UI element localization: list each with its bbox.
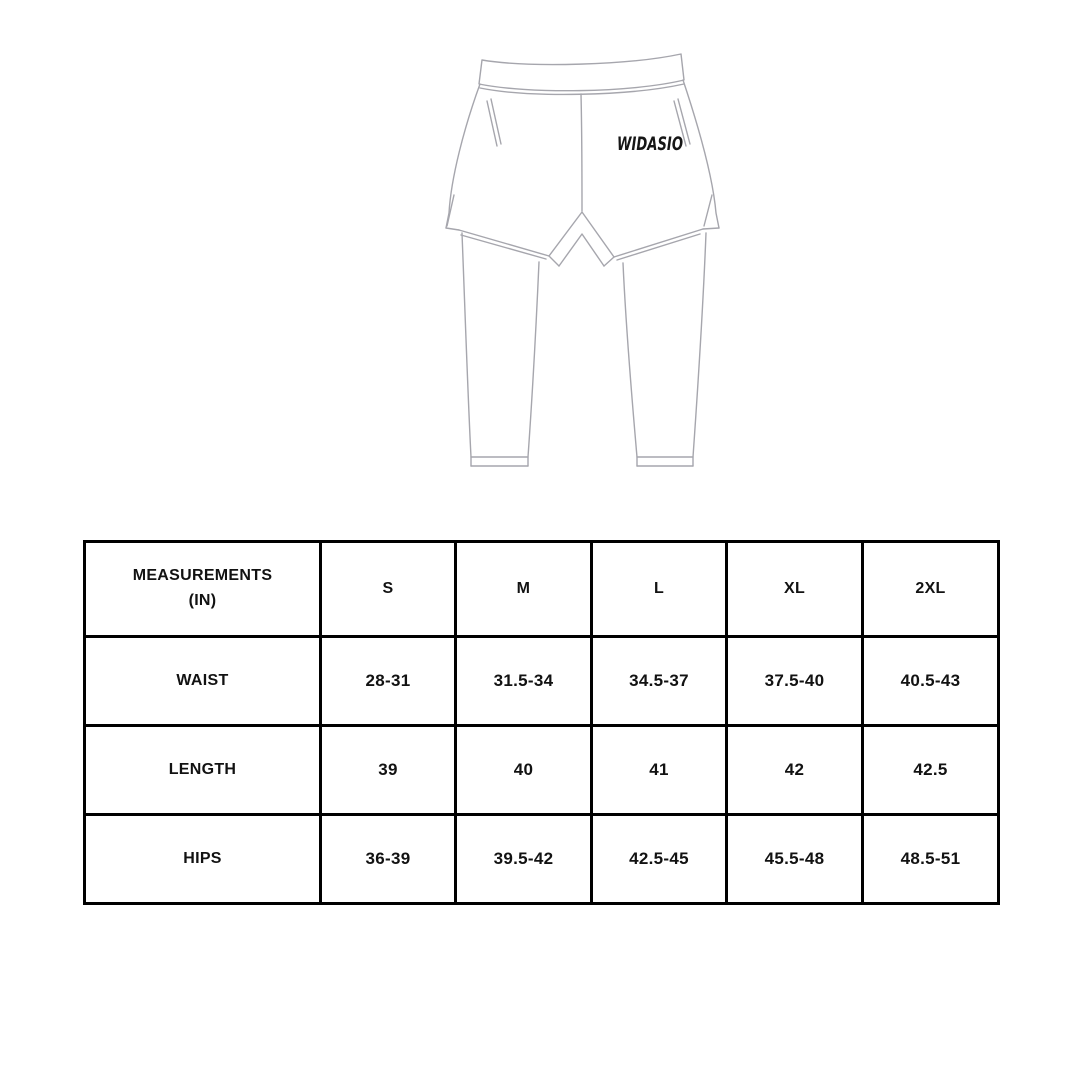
length-value-2xl: 42.5 xyxy=(863,726,999,815)
product-sketch xyxy=(425,38,755,483)
waist-value-s: 28-31 xyxy=(321,637,456,726)
hips-value-l: 42.5-45 xyxy=(592,815,727,904)
size-header-s: S xyxy=(321,542,456,637)
table-row-waist xyxy=(85,637,999,726)
brand-logo-text: WIDASIO xyxy=(617,133,683,155)
size-header-2xl: 2XL xyxy=(863,542,999,637)
shorts-outline xyxy=(446,80,719,266)
waist-value-2xl: 40.5-43 xyxy=(863,637,999,726)
size-chart-table xyxy=(83,540,1000,905)
measurements-label-line2: (IN) xyxy=(188,592,217,609)
table-row-length xyxy=(85,726,999,815)
measurements-header-cell xyxy=(85,542,321,637)
length-value-xl: 42 xyxy=(727,726,863,815)
waist-value-xl: 37.5-40 xyxy=(727,637,863,726)
measurements-label-line1: MEASUREMENTS xyxy=(132,567,273,585)
waistband xyxy=(479,54,684,94)
hips-value-2xl: 48.5-51 xyxy=(863,815,999,904)
row-label-length: LENGTH xyxy=(85,726,321,815)
leggings-right-leg xyxy=(623,233,706,466)
size-header-l: L xyxy=(592,542,727,637)
hips-value-s: 36-39 xyxy=(321,815,456,904)
row-label-waist: WAIST xyxy=(85,637,321,726)
leggings-left-leg xyxy=(462,233,539,466)
hips-value-m: 39.5-42 xyxy=(456,815,592,904)
size-chart-section xyxy=(83,540,1000,905)
size-header-xl: XL xyxy=(727,542,863,637)
hips-value-xl: 45.5-48 xyxy=(727,815,863,904)
table-row-hips xyxy=(85,815,999,904)
length-value-s: 39 xyxy=(321,726,456,815)
row-label-hips: HIPS xyxy=(85,815,321,904)
length-value-l: 41 xyxy=(592,726,727,815)
waist-value-m: 31.5-34 xyxy=(456,637,592,726)
pocket-slit-left xyxy=(487,99,501,146)
size-header-m: M xyxy=(456,542,592,637)
waist-value-l: 34.5-37 xyxy=(592,637,727,726)
header-row xyxy=(85,542,999,637)
length-value-m: 40 xyxy=(456,726,592,815)
garment-drawing xyxy=(425,38,755,483)
